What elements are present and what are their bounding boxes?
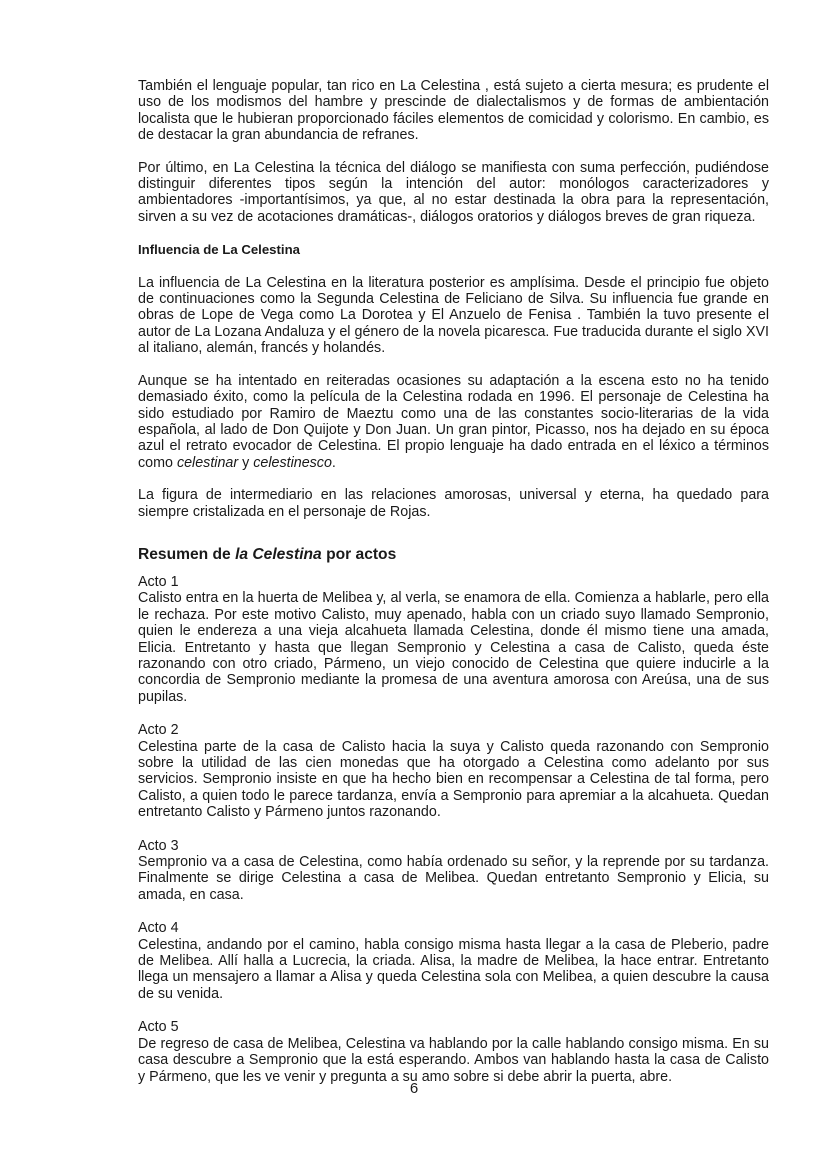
acto-4-text: Celestina, andando por el camino, habla consigo misma hasta llegar a la casa de Pleberio, padre de Melibea. Allí halla a Lucrecia, la criada. Alisa, la madre de Melibea, la hace entrar. Entretanto llega un mensajero a llamar a Alisa y queda Celestina sola con Melibea, a quien descubre la causa de su venida. <box>138 936 769 1002</box>
period: . <box>331 454 336 471</box>
paragraph-tecnica-dialogo: Por último, en La Celestina la técnica del diálogo se manifiesta con suma perfección, pudiéndose distinguir diferentes tipos según la intención del autor: monólogos caracterizadores y ambientadores -importantísimos, ya que, al no estar destinada la obra para la representación, sirven a su vez de acotaciones dramáticas-, diálogos oratorios y diálogos breves de gran riqueza. <box>138 159 769 225</box>
acto-5-text: De regreso de casa de Melibea, Celestina va hablando por la calle hablando consigo misma. En su casa descubre a Sempronio que la está esperando. Ambos van hablando hasta la casa de Calisto y Pármeno, que les ve venir y pregunta a su amo sobre si debe abrir la puerta, abre. <box>138 1035 769 1085</box>
heading-resumen-prefix: Resumen de <box>138 545 236 563</box>
document-page <box>138 78 769 1085</box>
heading-resumen <box>138 546 769 564</box>
acto-3-label: Acto 3 <box>138 837 179 854</box>
page-number: 6 <box>409 1080 419 1097</box>
term-celestinesco: celestinesco <box>253 454 332 471</box>
conjunction-y: y <box>238 454 254 471</box>
heading-resumen-suffix: por actos <box>321 545 397 563</box>
paragraph-influencia-1: La influencia de La Celestina en la literatura posterior es amplísima. Desde el principio fue objeto de continuaciones como la Segunda Celestina de Feliciano de Silva. Su influencia fue grande en obras de Lope de Vega como La Dorotea y El Anzuelo de Fenisa . También la tuvo presente el autor de La Lozana Andaluza y el género de la novela picaresca. Fue traducida durante el siglo XVI al italiano, alemán, francés y holandés. <box>138 274 769 357</box>
paragraph-influencia-2 <box>138 373 769 471</box>
term-celestinar: celestinar <box>176 454 239 471</box>
heading-influencia: Influencia de La Celestina <box>138 242 300 258</box>
paragraph-lenguaje-popular: También el lenguaje popular, tan rico en La Celestina , está sujeto a cierta mesura; es prudente el uso de los modismos del hambre y prescinde de dialectalismos y de formas de ambientación localista que le hubieran proporcionado fáciles elementos de comicidad y colorismo. En cambio, es de destacar la gran abundancia de refranes. <box>138 78 769 144</box>
heading-resumen-title: la Celestina <box>235 545 322 563</box>
acto-2-label: Acto 2 <box>138 722 179 739</box>
paragraph-influencia-3: La figura de intermediario en las relaciones amorosas, universal y eterna, ha quedado para siempre cristalizada en el personaje de Rojas. <box>138 487 769 520</box>
acto-1-text: Calisto entra en la huerta de Melibea y, al verla, se enamora de ella. Comienza a hablarle, pero ella le rechaza. Por este motivo Calisto, muy apenado, habla con un criado suyo llamado Sempronio, quien le endereza a una vieja alcahueta llamada Celestina, donde él mismo tiene una amada, Elicia. Entretanto y hasta que llegan Sempronio y Celestina a casa de Calisto, queda éste razonando con otro criado, Pármeno, un viejo conocido de Celestina que quiere inducirle a la concordia de Sempronio mediante la promesa de una aventura amorosa con Areúsa, una de sus pupilas. <box>138 590 769 705</box>
acto-3-text: Sempronio va a casa de Celestina, como había ordenado su señor, y la reprende por su tardanza. Finalmente se dirige Celestina a casa de Melibea. Quedan entretanto Sempronio y Elicia, su amada, en casa. <box>138 854 769 903</box>
acto-5-label: Acto 5 <box>138 1019 179 1036</box>
acto-2-text: Celestina parte de la casa de Calisto hacia la suya y Calisto queda razonando con Sempronio sobre la utilidad de las cien monedas que ha otorgado a Celestina como adelanto por sus servicios. Sempronio insiste en que ha hecho bien en recompensar a Celestina de tal forma, pero Calisto, a quien todo le parece tardanza, envía a Sempronio para apremiar a la alcahueta. Quedan entretanto Calisto y Pármeno juntos razonando. <box>138 738 769 821</box>
acto-4-label: Acto 4 <box>138 920 179 937</box>
paragraph-influencia-2-text: Aunque se ha intentado en reiteradas ocasiones su adaptación a la escena esto no ha tenido demasiado éxito, como la película de la Celestina rodada en 1996. El personaje de Celestina ha sido estudiado por Ramiro de Maeztu como una de las constantes socio-literarias de la vida española, al lado de Don Quijote y Don Juan. Un gran pintor, Picasso, nos ha dejado en su época azul el retrato evocador de Celestina. El propio lenguaje ha dado entrada en el léxico a términos como <box>138 372 769 471</box>
acto-1-label: Acto 1 <box>138 573 179 590</box>
